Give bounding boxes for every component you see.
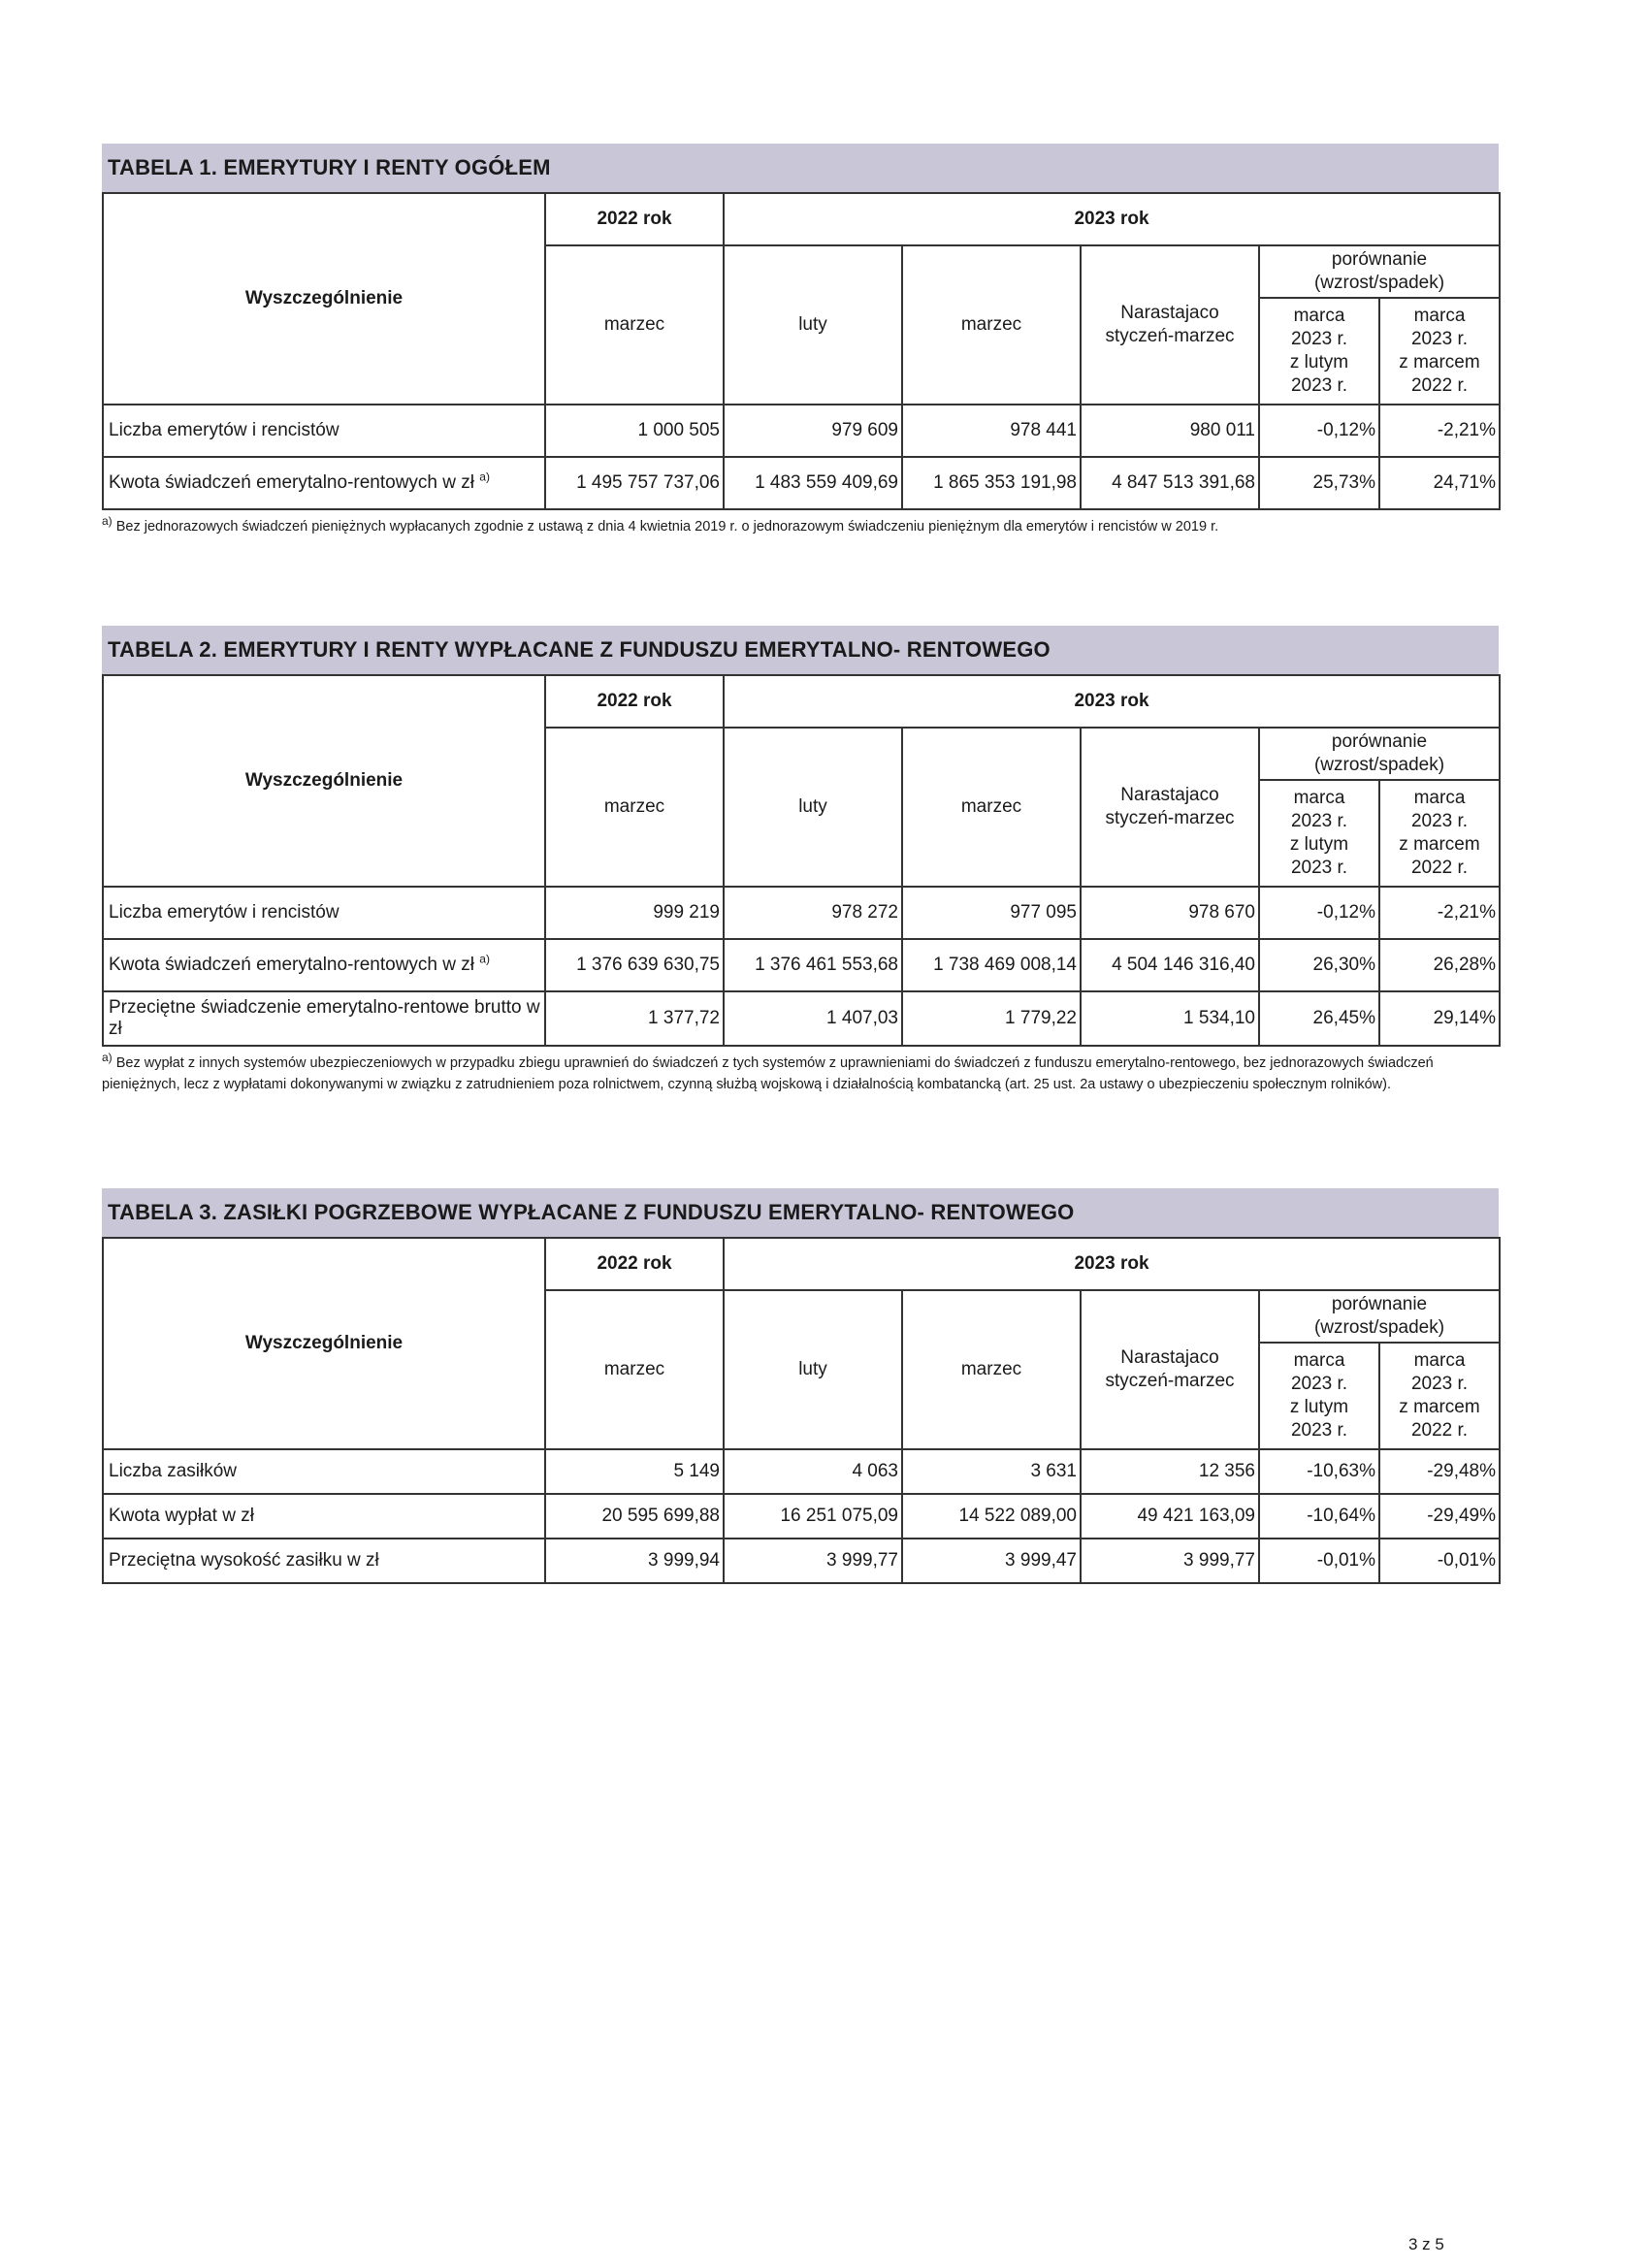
footnote-marker: a) <box>479 470 490 484</box>
cmp1-line3: z lutym <box>1289 352 1349 373</box>
header-porownanie-line1: porównanie <box>1331 731 1428 752</box>
header-porownanie <box>1259 1290 1500 1343</box>
row-label-cell <box>103 457 545 509</box>
header-marzec-2023: marzec <box>902 1290 1081 1449</box>
header-label: Wyszczególnienie <box>103 1238 545 1449</box>
table-2-footnote <box>102 1053 1499 1095</box>
cmp1-line2: 2023 r. <box>1290 1374 1348 1394</box>
header-narastajaco <box>1081 245 1259 405</box>
row-label-cell <box>103 939 545 991</box>
cell: -0,01% <box>1379 1539 1500 1583</box>
footnote-marker: a) <box>102 514 113 529</box>
cell: 3 999,47 <box>902 1539 1081 1583</box>
header-cmp-lutym <box>1259 780 1379 887</box>
cell: -2,21% <box>1379 887 1500 939</box>
header-narastajaco-line2: styczeń-marzec <box>1105 808 1235 828</box>
page-number: 3 z 5 <box>1408 2235 1444 2253</box>
cmp2-line2: 2023 r. <box>1410 329 1469 349</box>
cell: 1 738 469 008,14 <box>902 939 1081 991</box>
header-narastajaco-line1: Narastajaco <box>1120 785 1219 805</box>
cell: 1 376 461 553,68 <box>724 939 902 991</box>
row-label: Liczba emerytów i rencistów <box>103 405 545 457</box>
cell: -10,63% <box>1259 1449 1379 1494</box>
header-label: Wyszczególnienie <box>103 193 545 405</box>
cell: 3 999,94 <box>545 1539 724 1583</box>
cell: 26,28% <box>1379 939 1500 991</box>
header-porownanie <box>1259 728 1500 780</box>
cell: 3 999,77 <box>1081 1539 1259 1583</box>
cell: 1 376 639 630,75 <box>545 939 724 991</box>
table-row <box>103 939 1500 991</box>
cmp1-line3: z lutym <box>1289 834 1349 855</box>
cell: 12 356 <box>1081 1449 1259 1494</box>
header-cmp-marcem <box>1379 1343 1500 1449</box>
cell: 980 011 <box>1081 405 1259 457</box>
cmp2-line4: 2022 r. <box>1410 375 1469 396</box>
cmp1-line2: 2023 r. <box>1290 329 1348 349</box>
table-1-title: TABELA 1. EMERYTURY I RENTY OGÓŁEM <box>102 144 1499 192</box>
cell: 999 219 <box>545 887 724 939</box>
table-3 <box>102 1237 1501 1584</box>
cell: 3 631 <box>902 1449 1081 1494</box>
header-porownanie-line2: (wzrost/spadek) <box>1313 1317 1445 1338</box>
header-cmp-lutym <box>1259 1343 1379 1449</box>
row-label: Kwota świadczeń emerytalno-rentowych w zł <box>109 472 474 493</box>
cell: 49 421 163,09 <box>1081 1494 1259 1539</box>
header-cmp-marcem <box>1379 298 1500 405</box>
header-porownanie-line1: porównanie <box>1331 1294 1428 1314</box>
table-3-title: TABELA 3. ZASIŁKI POGRZEBOWE WYPŁACANE Z FUNDUSZU EMERYTALNO- RENTOWEGO <box>102 1188 1499 1237</box>
cmp2-line1: marca <box>1413 1350 1466 1371</box>
header-narastajaco <box>1081 728 1259 887</box>
header-porownanie-line2: (wzrost/spadek) <box>1313 755 1445 775</box>
table-row <box>103 457 1500 509</box>
cell: -10,64% <box>1259 1494 1379 1539</box>
header-luty: luty <box>724 728 902 887</box>
cell: 26,45% <box>1259 991 1379 1046</box>
cell: 1 407,03 <box>724 991 902 1046</box>
header-narastajaco <box>1081 1290 1259 1449</box>
cmp1-line4: 2023 r. <box>1290 1420 1348 1441</box>
header-porownanie <box>1259 245 1500 298</box>
cmp1-line3: z lutym <box>1289 1397 1349 1417</box>
header-porownanie-line2: (wzrost/spadek) <box>1313 273 1445 293</box>
cell: 3 999,77 <box>724 1539 902 1583</box>
cmp2-line1: marca <box>1413 788 1466 808</box>
header-year-2023: 2023 rok <box>724 675 1500 728</box>
footnote-text: Bez jednorazowych świadczeń pieniężnych wypłacanych zgodnie z ustawą z dnia 4 kwietnia 2019 r. o jednorazowym świadczeniu pieniężnym dla emerytów i rencistów w 2019 r. <box>115 519 1219 535</box>
table-1-footnote <box>102 516 1499 537</box>
header-year-2023: 2023 rok <box>724 1238 1500 1290</box>
cmp2-line1: marca <box>1413 306 1466 326</box>
table-row <box>103 1539 1500 1583</box>
cell: -29,48% <box>1379 1449 1500 1494</box>
cmp2-line3: z marcem <box>1399 834 1480 855</box>
cmp1-line2: 2023 r. <box>1290 811 1348 831</box>
cell: 20 595 699,88 <box>545 1494 724 1539</box>
header-luty: luty <box>724 245 902 405</box>
row-label: Przeciętne świadczenie emerytalno-rentowe brutto w zł <box>103 991 545 1046</box>
row-label: Kwota świadczeń emerytalno-rentowych w zł <box>109 955 474 975</box>
cell: 4 847 513 391,68 <box>1081 457 1259 509</box>
row-label: Liczba emerytów i rencistów <box>103 887 545 939</box>
cell: 1 483 559 409,69 <box>724 457 902 509</box>
header-narastajaco-line2: styczeń-marzec <box>1105 326 1235 346</box>
cell: 979 609 <box>724 405 902 457</box>
table-3-section <box>102 1188 1499 1584</box>
header-year-2022: 2022 rok <box>545 193 724 245</box>
cmp1-line4: 2023 r. <box>1290 375 1348 396</box>
header-marzec-2023: marzec <box>902 728 1081 887</box>
row-label: Przeciętna wysokość zasiłku w zł <box>103 1539 545 1583</box>
header-porownanie-line1: porównanie <box>1331 249 1428 270</box>
table-2-section <box>102 626 1499 1095</box>
cell: 25,73% <box>1259 457 1379 509</box>
table-row <box>103 991 1500 1046</box>
cmp2-line3: z marcem <box>1399 1397 1480 1417</box>
cell: 1 377,72 <box>545 991 724 1046</box>
header-year-2022: 2022 rok <box>545 1238 724 1290</box>
cell: 29,14% <box>1379 991 1500 1046</box>
header-marzec-2023: marzec <box>902 245 1081 405</box>
cell: 1 000 505 <box>545 405 724 457</box>
cell: 5 149 <box>545 1449 724 1494</box>
cell: 1 495 757 737,06 <box>545 457 724 509</box>
row-label: Liczba zasiłków <box>103 1449 545 1494</box>
cell: 1 534,10 <box>1081 991 1259 1046</box>
table-1 <box>102 192 1501 510</box>
cell: -0,12% <box>1259 887 1379 939</box>
cell: 4 063 <box>724 1449 902 1494</box>
cell: 978 441 <box>902 405 1081 457</box>
cell: 14 522 089,00 <box>902 1494 1081 1539</box>
table-2-title: TABELA 2. EMERYTURY I RENTY WYPŁACANE Z FUNDUSZU EMERYTALNO- RENTOWEGO <box>102 626 1499 674</box>
footnote-text: Bez wypłat z innych systemów ubezpieczeniowych w przypadku zbiegu uprawnień do świadczeń z tych systemów z uprawnieniami do świadczeń z funduszu emerytalno-rentowego, bez jednorazowych świadczeń pieniężnych, lecz z wypłatami dokonywanymi w związku z zatrudnieniem poza rolnictwem, czynną służbą wojskową i działalnością kombatancką (art. 25 ust. 2a ustawy o ubezpieczeniu społecznym rolników). <box>102 1055 1434 1092</box>
header-marzec-2022: marzec <box>545 245 724 405</box>
footnote-marker: a) <box>102 1051 113 1065</box>
cell: 978 670 <box>1081 887 1259 939</box>
cmp2-line2: 2023 r. <box>1410 1374 1469 1394</box>
footnote-marker: a) <box>479 952 490 966</box>
cell: 978 272 <box>724 887 902 939</box>
header-cmp-lutym <box>1259 298 1379 405</box>
header-marzec-2022: marzec <box>545 1290 724 1449</box>
cell: 24,71% <box>1379 457 1500 509</box>
header-narastajaco-line2: styczeń-marzec <box>1105 1371 1235 1391</box>
row-label: Kwota wypłat w zł <box>103 1494 545 1539</box>
header-cmp-marcem <box>1379 780 1500 887</box>
header-label: Wyszczególnienie <box>103 675 545 887</box>
cmp2-line4: 2022 r. <box>1410 858 1469 878</box>
header-narastajaco-line1: Narastajaco <box>1120 1347 1219 1368</box>
cmp1-line1: marca <box>1293 306 1345 326</box>
table-row <box>103 1449 1500 1494</box>
header-luty: luty <box>724 1290 902 1449</box>
table-2 <box>102 674 1501 1047</box>
cmp1-line4: 2023 r. <box>1290 858 1348 878</box>
cell: -0,12% <box>1259 405 1379 457</box>
table-row <box>103 405 1500 457</box>
table-1-section <box>102 144 1499 537</box>
cell: 26,30% <box>1259 939 1379 991</box>
cell: -29,49% <box>1379 1494 1500 1539</box>
cell: 977 095 <box>902 887 1081 939</box>
cell: -2,21% <box>1379 405 1500 457</box>
table-row <box>103 887 1500 939</box>
cell: 16 251 075,09 <box>724 1494 902 1539</box>
header-narastajaco-line1: Narastajaco <box>1120 303 1219 323</box>
cell: 4 504 146 316,40 <box>1081 939 1259 991</box>
cmp2-line3: z marcem <box>1399 352 1480 373</box>
cell: 1 779,22 <box>902 991 1081 1046</box>
header-year-2023: 2023 rok <box>724 193 1500 245</box>
cmp2-line4: 2022 r. <box>1410 1420 1469 1441</box>
cell: -0,01% <box>1259 1539 1379 1583</box>
cell: 1 865 353 191,98 <box>902 457 1081 509</box>
cmp1-line1: marca <box>1293 788 1345 808</box>
cmp1-line1: marca <box>1293 1350 1345 1371</box>
header-year-2022: 2022 rok <box>545 675 724 728</box>
cmp2-line2: 2023 r. <box>1410 811 1469 831</box>
header-marzec-2022: marzec <box>545 728 724 887</box>
table-row <box>103 1494 1500 1539</box>
